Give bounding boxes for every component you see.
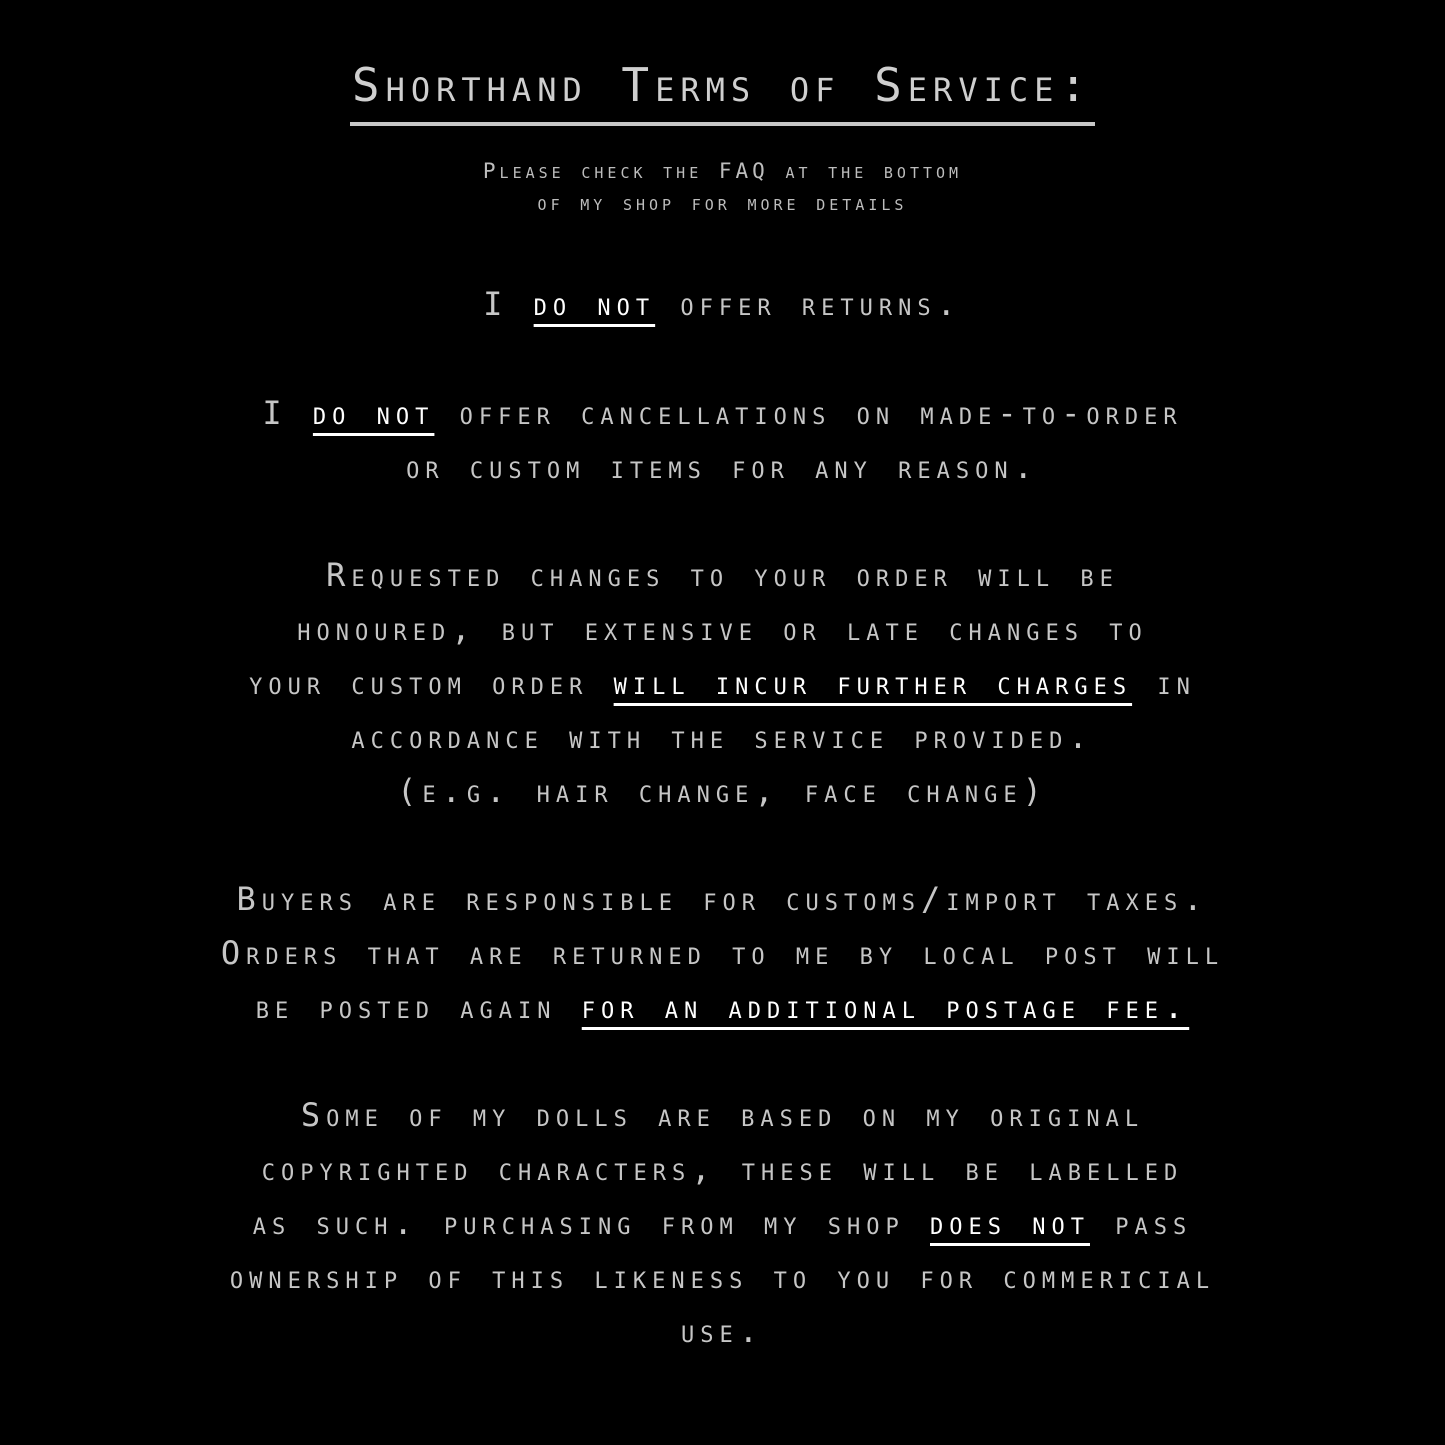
paragraph-line bbox=[0, 656, 1445, 710]
text: your custom order bbox=[249, 664, 614, 702]
paragraph-line bbox=[0, 980, 1445, 1034]
returns-paragraph bbox=[0, 277, 1445, 331]
page-title: Shorthand Terms of Service: bbox=[350, 58, 1095, 126]
copyright-paragraph bbox=[0, 1088, 1445, 1358]
emphasis-text: do not bbox=[312, 394, 435, 432]
text: as such. purchasing from my shop bbox=[252, 1204, 930, 1242]
emphasis-text: will incur further charges bbox=[613, 664, 1133, 702]
customs-paragraph bbox=[0, 872, 1445, 1034]
page-title-wrap bbox=[0, 58, 1445, 126]
text: offer returns. bbox=[655, 285, 962, 323]
emphasis-text: for an additional postage fee. bbox=[581, 988, 1190, 1026]
text: pass bbox=[1089, 1204, 1193, 1242]
paragraph-line: (e.g. hair change, face change) bbox=[397, 772, 1048, 810]
subtitle-line: of my shop for more details bbox=[537, 191, 908, 215]
paragraph-line bbox=[0, 1196, 1445, 1250]
paragraph-line: Buyers are responsible for customs/import taxes. bbox=[236, 880, 1209, 918]
text: I bbox=[262, 394, 313, 432]
text: be posted again bbox=[255, 988, 582, 1026]
paragraph-line: honoured, but extensive or late changes to bbox=[297, 610, 1148, 648]
paragraph-line bbox=[0, 386, 1445, 440]
emphasis-text: do not bbox=[533, 285, 656, 323]
changes-paragraph bbox=[0, 548, 1445, 818]
paragraph-line: use. bbox=[680, 1312, 764, 1350]
subtitle-line: Please check the FAQ at the bottom bbox=[482, 159, 963, 183]
paragraph-line: accordance with the service provided. bbox=[351, 718, 1094, 756]
text: offer cancellations on made-to-order bbox=[434, 394, 1183, 432]
emphasis-text: does not bbox=[930, 1204, 1090, 1242]
paragraph-line: ownership of this likeness to you for commericial bbox=[229, 1258, 1216, 1296]
subtitle bbox=[0, 155, 1445, 219]
paragraph-line bbox=[0, 277, 1445, 331]
paragraph-line: copyrighted characters, these will be labelled bbox=[261, 1150, 1184, 1188]
text: I bbox=[483, 285, 534, 323]
cancellations-paragraph bbox=[0, 386, 1445, 494]
paragraph-line: Orders that are returned to me by local post will bbox=[220, 934, 1225, 972]
text: in bbox=[1132, 664, 1196, 702]
paragraph-line: Requested changes to your order will be bbox=[326, 556, 1119, 594]
paragraph-line: or custom items for any reason. bbox=[406, 448, 1039, 486]
paragraph-line: Some of my dolls are based on my original bbox=[300, 1096, 1145, 1134]
